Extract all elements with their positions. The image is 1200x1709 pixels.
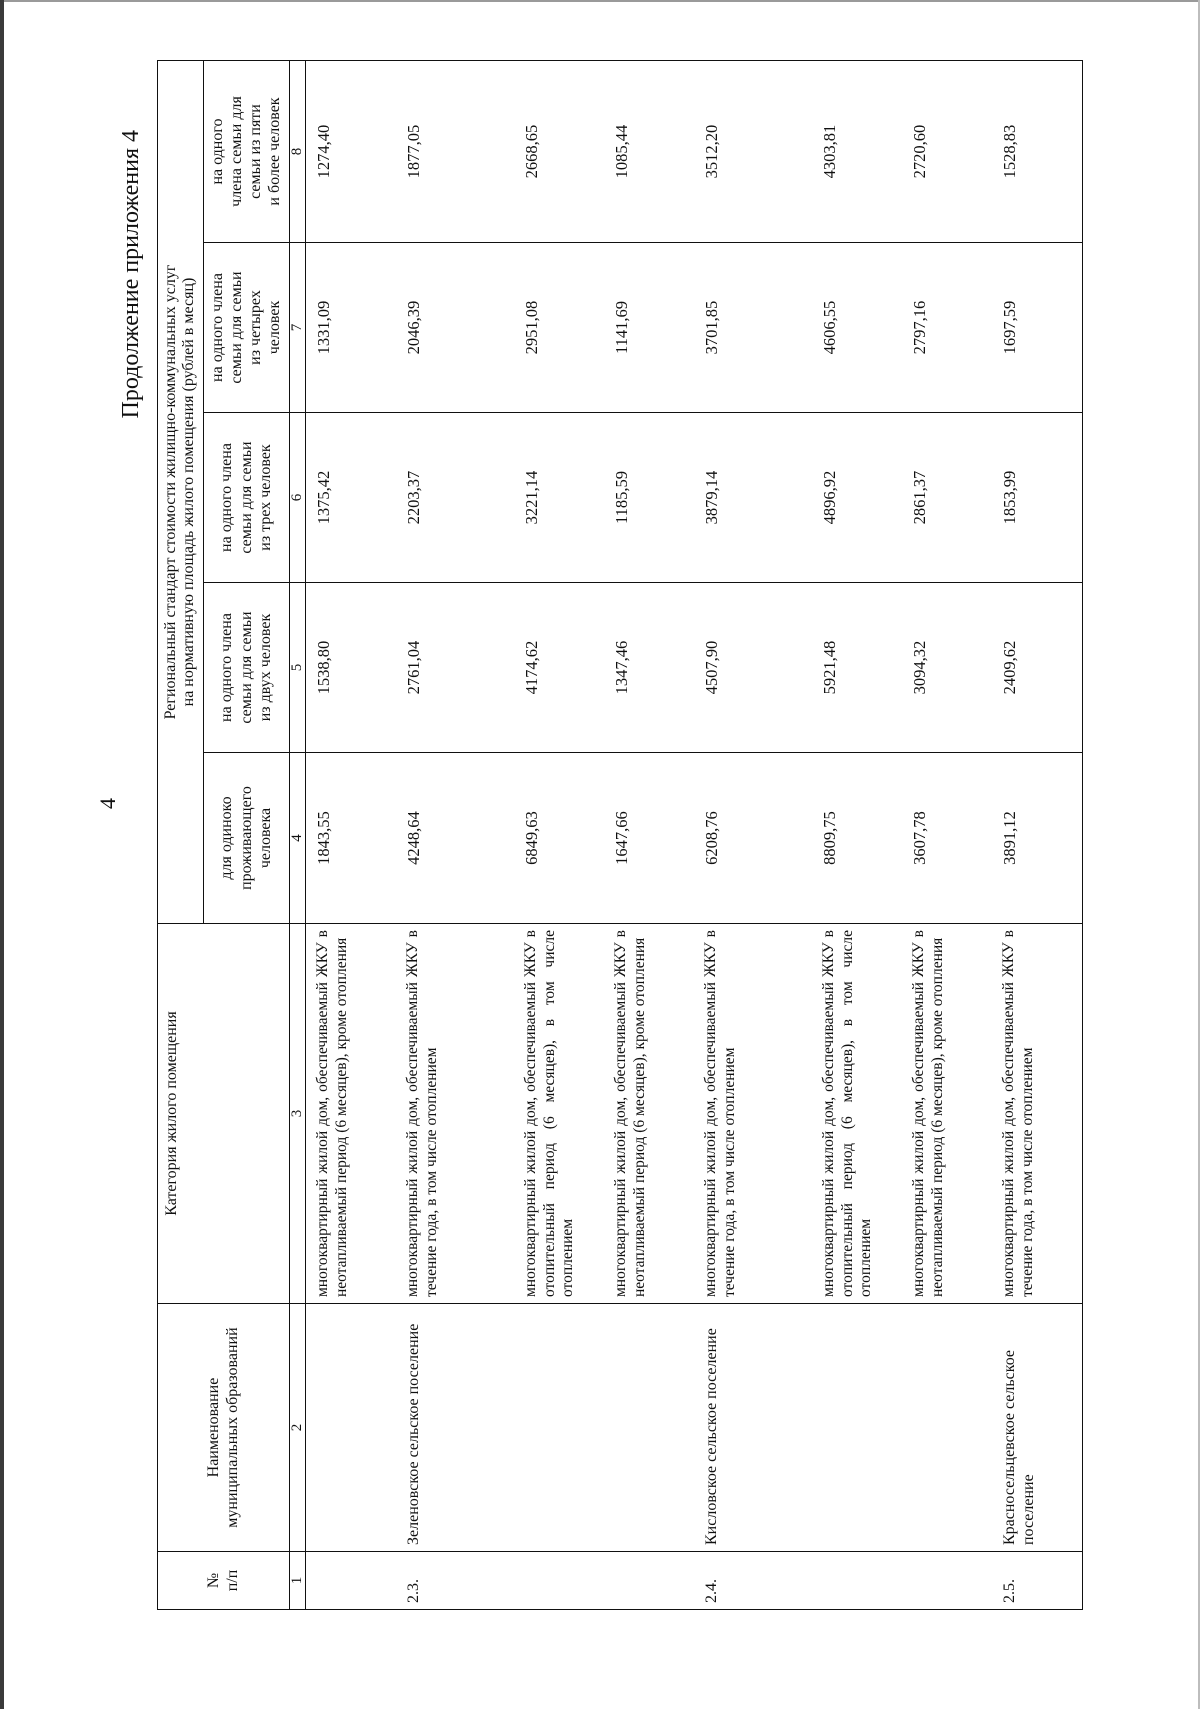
col-num-7: 7 (289, 243, 306, 413)
housing-category: многоквартирный жилой дом, обеспечиваемый ЖКУ в течение года, в том числе отоплением (694, 924, 812, 1304)
continuation-title: Продолжение приложения 4 (118, 130, 144, 419)
value-single (902, 753, 992, 924)
column-number-row (289, 61, 306, 1610)
row-number: 2.3. (396, 1552, 514, 1610)
value-text: 3701,85 (702, 300, 722, 355)
value-four (514, 243, 604, 413)
header-category: Категория жилого помещения (158, 924, 290, 1304)
value-text: 2861,37 (910, 470, 930, 525)
value-text: 1647,66 (612, 811, 632, 865)
value-three (812, 413, 902, 583)
col-num-4: 4 (289, 753, 306, 924)
value-text: 1697,59 (1000, 300, 1020, 355)
table-row (306, 61, 397, 1610)
row-number (604, 1552, 694, 1610)
value-four (306, 243, 397, 413)
value-single (992, 753, 1083, 924)
table-row (694, 61, 812, 1610)
municipality-name (514, 1304, 604, 1552)
tariff-table (157, 60, 1083, 1610)
row-number (306, 1552, 397, 1610)
table-row (514, 61, 604, 1610)
table-row (812, 61, 902, 1610)
col-num-5: 5 (289, 583, 306, 753)
municipality-name (604, 1304, 694, 1552)
table-head (158, 61, 306, 1610)
value-text: 1331,09 (314, 300, 334, 355)
row-number: 2.4. (694, 1552, 812, 1610)
header-three: на одного члена семьи для семьи из трех человек (203, 413, 289, 583)
page-number: 4 (95, 798, 120, 809)
value-three (694, 413, 812, 583)
value-single (396, 753, 514, 924)
value-four (694, 243, 812, 413)
header-four: на одного члена семьи для семьи из четырех человек (203, 243, 289, 413)
value-text: 1185,59 (612, 471, 632, 525)
housing-category: многоквартирный жилой дом, обеспечиваемый ЖКУ в отопительный период (6 месяцев), в том числе отоплением (812, 924, 902, 1304)
table-row (604, 61, 694, 1610)
value-text: 1347,46 (612, 640, 632, 695)
value-single (306, 753, 397, 924)
value-three (604, 413, 694, 583)
value-text: 2797,16 (910, 300, 930, 355)
value-four (604, 243, 694, 413)
row-number: 2.5. (992, 1552, 1083, 1610)
housing-category: многоквартирный жилой дом, обеспечиваемый ЖКУ в течение года, в том числе отоплением (396, 924, 514, 1304)
value-text: 8809,75 (820, 811, 840, 865)
housing-category: многоквартирный жилой дом, обеспечиваемый ЖКУ в неотапливаемый период (6 месяцев), кроме отопления (306, 924, 397, 1304)
value-two (812, 583, 902, 753)
value-text: 4303,81 (820, 124, 840, 179)
value-text: 4248,64 (404, 811, 424, 865)
value-two (694, 583, 812, 753)
value-text: 6849,63 (522, 811, 542, 865)
value-four (812, 243, 902, 413)
value-text: 3512,20 (702, 124, 722, 179)
table-row (992, 61, 1083, 1610)
value-text: 3221,14 (522, 470, 542, 525)
value-text: 1853,99 (1000, 470, 1020, 525)
value-four (396, 243, 514, 413)
value-five (604, 61, 694, 243)
value-text: 1877,05 (404, 124, 424, 179)
value-three (396, 413, 514, 583)
municipality-name (306, 1304, 397, 1552)
municipality-name: Зеленовское сельское поселение (396, 1304, 514, 1552)
header-no: № п/п (158, 1552, 290, 1610)
value-two (396, 583, 514, 753)
municipality-name: Кисловское сельское поселение (694, 1304, 812, 1552)
value-four (902, 243, 992, 413)
value-text: 2203,37 (404, 470, 424, 525)
col-num-1: 1 (289, 1552, 306, 1610)
table-body (306, 61, 1083, 1610)
header-standard-group: Региональный стандарт стоимости жилищно-коммунальных услуг на нормативную площадь жилого помещения (рублей в месяц) (158, 61, 204, 924)
value-two (902, 583, 992, 753)
value-text: 5921,48 (820, 640, 840, 695)
value-text: 1843,55 (314, 811, 334, 865)
value-single (604, 753, 694, 924)
value-text: 3891,12 (1000, 811, 1020, 865)
value-text: 1538,80 (314, 640, 334, 695)
value-single (812, 753, 902, 924)
value-single (694, 753, 812, 924)
value-two (514, 583, 604, 753)
header-two: на одного члена семьи для семьи из двух человек (203, 583, 289, 753)
value-five (992, 61, 1083, 243)
value-text: 3094,32 (910, 640, 930, 695)
value-text: 2761,04 (404, 640, 424, 695)
value-text: 1141,69 (612, 301, 632, 355)
value-text: 4606,55 (820, 300, 840, 355)
value-five (514, 61, 604, 243)
table-row (902, 61, 992, 1610)
value-text: 1528,83 (1000, 124, 1020, 179)
value-three (514, 413, 604, 583)
value-text: 2668,65 (522, 124, 542, 179)
header-municipality: Наименование муниципальных образований (158, 1304, 290, 1552)
housing-category: многоквартирный жилой дом, обеспечиваемый ЖКУ в отопительный период (6 месяцев), в том числе отоплением (514, 924, 604, 1304)
value-text: 2951,08 (522, 300, 542, 355)
value-text: 4174,62 (522, 640, 542, 695)
value-two (604, 583, 694, 753)
housing-category: многоквартирный жилой дом, обеспечиваемый ЖКУ в неотапливаемый период (6 месяцев), кроме отопления (902, 924, 992, 1304)
value-two (306, 583, 397, 753)
value-text: 3607,78 (910, 811, 930, 865)
row-number (514, 1552, 604, 1610)
value-text: 2046,39 (404, 300, 424, 355)
col-num-6: 6 (289, 413, 306, 583)
value-text: 3879,14 (702, 470, 722, 525)
row-number (812, 1552, 902, 1610)
value-five (306, 61, 397, 243)
value-text: 1375,42 (314, 470, 334, 525)
value-three (992, 413, 1083, 583)
value-text: 1274,40 (314, 124, 334, 179)
housing-category: многоквартирный жилой дом, обеспечиваемый ЖКУ в течение года, в том числе отоплением (992, 924, 1083, 1304)
col-num-8: 8 (289, 61, 306, 243)
value-five (902, 61, 992, 243)
value-text: 6208,76 (702, 811, 722, 865)
value-text: 2720,60 (910, 124, 930, 179)
housing-category: многоквартирный жилой дом, обеспечиваемый ЖКУ в неотапливаемый период (6 месяцев), кроме отопления (604, 924, 694, 1304)
value-text: 4896,92 (820, 470, 840, 525)
value-five (396, 61, 514, 243)
value-text: 4507,90 (702, 640, 722, 695)
value-single (514, 753, 604, 924)
municipality-name (902, 1304, 992, 1552)
value-two (992, 583, 1083, 753)
header-five: на одного члена семьи для семьи из пяти и более человек (203, 61, 289, 243)
value-four (992, 243, 1083, 413)
col-num-2: 2 (289, 1304, 306, 1552)
value-three (902, 413, 992, 583)
value-five (694, 61, 812, 243)
municipality-name: Красносельцевское сельское поселение (992, 1304, 1083, 1552)
row-number (902, 1552, 992, 1610)
col-num-3: 3 (289, 924, 306, 1304)
table-row (396, 61, 514, 1610)
value-text: 1085,44 (612, 124, 632, 179)
value-text: 2409,62 (1000, 640, 1020, 695)
value-three (306, 413, 397, 583)
header-single: для одиноко проживающего человека (203, 753, 289, 924)
municipality-name (812, 1304, 902, 1552)
value-five (812, 61, 902, 243)
